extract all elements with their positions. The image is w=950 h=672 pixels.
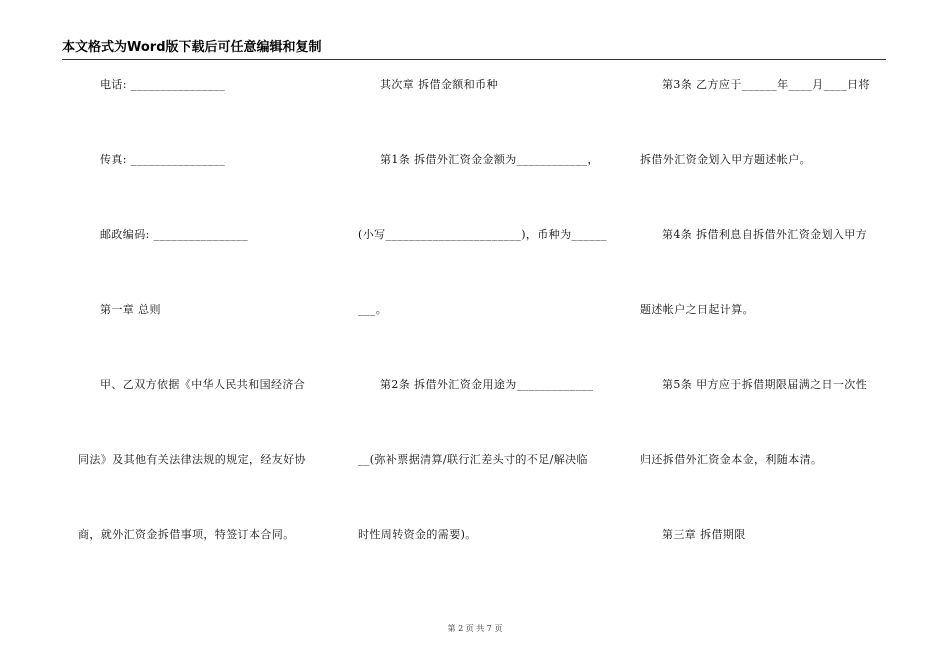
text-line: 拆借外汇资金划入甲方题述帐户。 [640,153,811,166]
text-line: 第3条 乙方应于______年____月____日将 [662,78,870,91]
text-line: 同法》及其他有关法律法规的规定，经友好协 [78,453,306,466]
text-line: 第一章 总则 [100,303,161,316]
text-line: 第2条 拆借外汇资金用途为_____________ [380,378,594,391]
text-line: (小写_______________________)，币种为______ [358,228,607,241]
text-line: 甲、乙双方依据《中华人民共和国经济合 [100,378,306,391]
text-line: 归还拆借外汇资金本金，利随本清。 [640,453,823,466]
text-line: 第三章 拆借期限 [662,528,746,541]
text-line: 第5条 甲方应于拆借期限届满之日一次性 [662,378,868,391]
text-line: ___。 [358,303,388,316]
header-title: 本文格式为Word版下载后可任意编辑和复制 [62,40,322,55]
text-line: 第1条 拆借外汇资金金额为____________， [380,153,599,166]
page-number [0,623,950,634]
text-line: 时性周转资金的需要)。 [358,528,477,541]
text-line: 邮政编码: ________________ [100,228,249,241]
text-line: 其次章 拆借金额和币种 [380,78,498,91]
text-line: 电话: ________________ [100,78,226,91]
text-line: 传真: ________________ [100,153,226,166]
text-line: 题述帐户之日起计算。 [640,303,754,316]
document-header [62,36,886,60]
text-line: 第4条 拆借利息自拆借外汇资金划入甲方 [662,228,868,241]
text-line: __(弥补票据清算/联行汇差头寸的不足/解决临 [358,453,588,466]
page-number-text: 第 2 页 共 7 页 [447,624,503,633]
text-line: 商，就外汇资金拆借事项，特签订本合同。 [78,528,295,541]
